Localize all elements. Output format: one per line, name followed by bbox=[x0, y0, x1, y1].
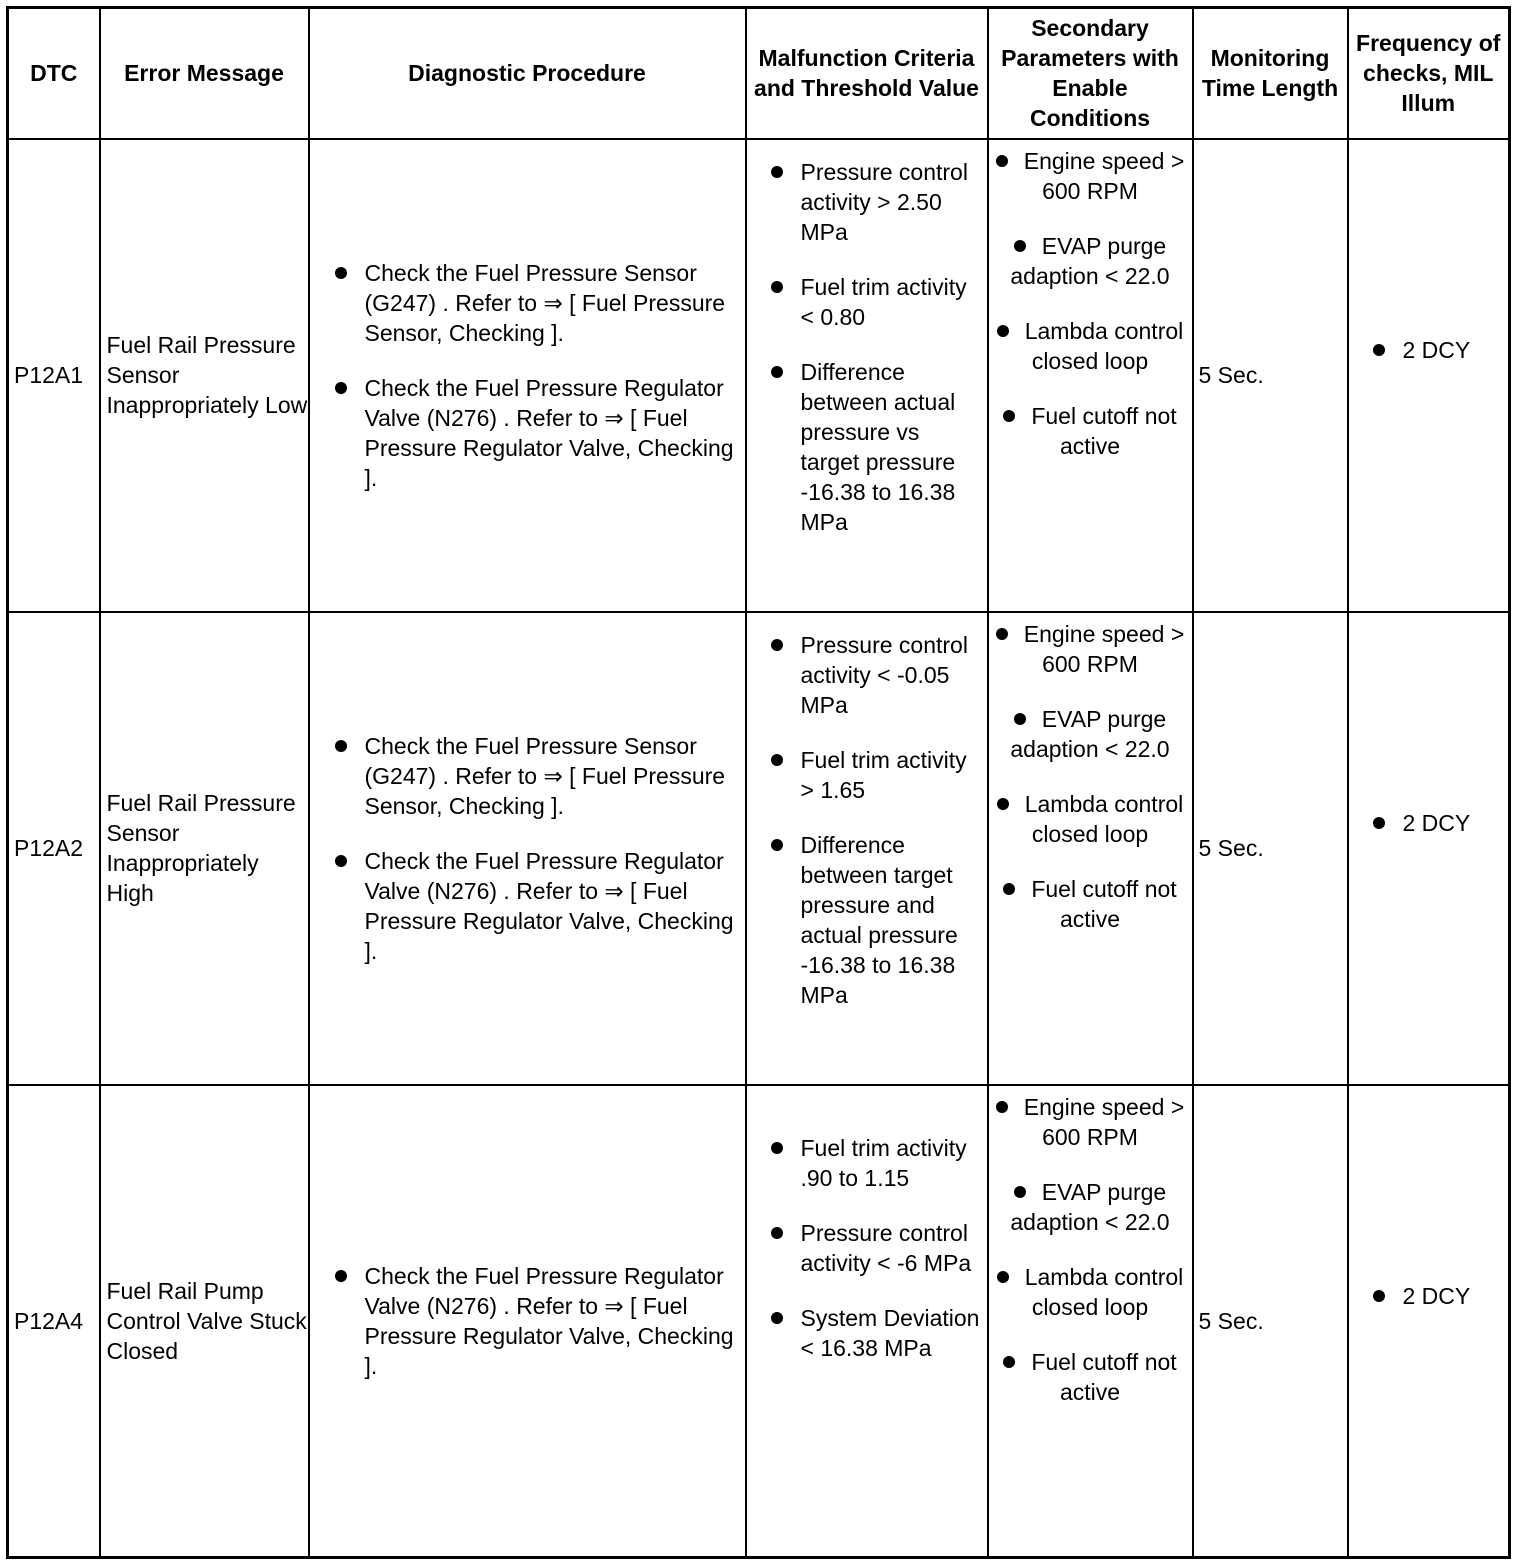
malfunction-item: Difference between actual pressure vs target pressure -16.38 to 16.38 MPa bbox=[801, 357, 983, 537]
monitoring-time: 5 Sec. bbox=[1193, 139, 1348, 612]
header-malfunction-criteria: Malfunction Criteria and Threshold Value bbox=[746, 8, 988, 139]
bullet-icon bbox=[997, 1271, 1009, 1283]
table-row bbox=[8, 139, 1510, 612]
malfunction-list bbox=[747, 157, 987, 537]
malfunction-item: Fuel trim activity > 1.65 bbox=[801, 745, 983, 805]
secondary-item: EVAP purge adaption < 22.0 bbox=[1010, 232, 1170, 289]
secondary-parameters bbox=[988, 1085, 1193, 1558]
header-row bbox=[8, 8, 1510, 139]
monitoring-time: 5 Sec. bbox=[1193, 612, 1348, 1085]
secondary-list bbox=[989, 140, 1192, 461]
frequency bbox=[1348, 139, 1510, 612]
procedure-step: Check the Fuel Pressure Regulator Valve (N276) . Refer to ⇒ [ Fuel Pressure Regulator Valve, Checking ]. bbox=[365, 373, 739, 493]
malfunction-item: Fuel trim activity .90 to 1.15 bbox=[801, 1133, 983, 1193]
malfunction-item: Difference between target pressure and actual pressure -16.38 to 16.38 MPa bbox=[801, 830, 983, 1010]
header-dtc: DTC bbox=[8, 8, 100, 139]
diagnostic-procedure bbox=[309, 139, 746, 612]
frequency-item: 2 DCY bbox=[1403, 808, 1509, 838]
malfunction-list bbox=[747, 1133, 987, 1363]
header-frequency: Frequency of checks, MIL Illum bbox=[1348, 8, 1510, 139]
malfunction-item: Fuel trim activity < 0.80 bbox=[801, 272, 983, 332]
dtc-code: P12A1 bbox=[8, 139, 100, 612]
header-error-message: Error Message bbox=[100, 8, 309, 139]
dtc-code: P12A2 bbox=[8, 612, 100, 1085]
bullet-icon bbox=[1003, 883, 1015, 895]
procedure-list bbox=[310, 1261, 745, 1381]
secondary-item: Lambda control closed loop bbox=[993, 1262, 1188, 1322]
frequency bbox=[1348, 612, 1510, 1085]
procedure-step: Check the Fuel Pressure Sensor (G247) . Refer to ⇒ [ Fuel Pressure Sensor, Checking ]. bbox=[365, 258, 739, 348]
bullet-icon bbox=[996, 1101, 1008, 1113]
malfunction-item: Pressure control activity < -0.05 MPa bbox=[801, 630, 983, 720]
bullet-icon bbox=[996, 628, 1008, 640]
frequency-item: 2 DCY bbox=[1403, 335, 1509, 365]
header-monitoring-time: Monitoring Time Length bbox=[1193, 8, 1348, 139]
malfunction-item: System Deviation < 16.38 MPa bbox=[801, 1303, 983, 1363]
secondary-list bbox=[989, 613, 1192, 934]
secondary-parameters bbox=[988, 612, 1193, 1085]
procedure-step: Check the Fuel Pressure Regulator Valve (N276) . Refer to ⇒ [ Fuel Pressure Regulator Valve, Checking ]. bbox=[365, 1261, 739, 1381]
frequency-item: 2 DCY bbox=[1403, 1281, 1509, 1311]
malfunction-list bbox=[747, 630, 987, 1010]
table-row bbox=[8, 612, 1510, 1085]
frequency bbox=[1348, 1085, 1510, 1558]
bullet-icon bbox=[1003, 1356, 1015, 1368]
dtc-code: P12A4 bbox=[8, 1085, 100, 1558]
header-diagnostic-procedure: Diagnostic Procedure bbox=[309, 8, 746, 139]
procedure-step: Check the Fuel Pressure Regulator Valve (N276) . Refer to ⇒ [ Fuel Pressure Regulator Valve, Checking ]. bbox=[365, 846, 739, 966]
malfunction-item: Pressure control activity < -6 MPa bbox=[801, 1218, 983, 1278]
secondary-item: Fuel cutoff not active bbox=[993, 874, 1188, 934]
error-message: Fuel Rail Pressure Sensor Inappropriately High bbox=[100, 612, 309, 1085]
secondary-item: Lambda control closed loop bbox=[993, 789, 1188, 849]
error-message: Fuel Rail Pump Control Valve Stuck Closed bbox=[100, 1085, 309, 1558]
malfunction-item: Pressure control activity > 2.50 MPa bbox=[801, 157, 983, 247]
secondary-item: EVAP purge adaption < 22.0 bbox=[1010, 705, 1170, 762]
bullet-icon bbox=[1014, 240, 1026, 252]
secondary-parameters bbox=[988, 139, 1193, 612]
bullet-icon bbox=[1003, 410, 1015, 422]
dtc-table bbox=[6, 6, 1511, 1559]
secondary-item: Lambda control closed loop bbox=[993, 316, 1188, 376]
diagnostic-procedure bbox=[309, 612, 746, 1085]
diagnostic-procedure bbox=[309, 1085, 746, 1558]
secondary-item: Fuel cutoff not active bbox=[993, 401, 1188, 461]
error-message: Fuel Rail Pressure Sensor Inappropriately Low bbox=[100, 139, 309, 612]
bullet-icon bbox=[1014, 1186, 1026, 1198]
malfunction-criteria bbox=[746, 1085, 988, 1558]
secondary-item: EVAP purge adaption < 22.0 bbox=[1010, 1178, 1170, 1235]
header-secondary-parameters: Secondary Parameters with Enable Conditions bbox=[988, 8, 1193, 139]
bullet-icon bbox=[996, 155, 1008, 167]
bullet-icon bbox=[997, 798, 1009, 810]
secondary-list bbox=[989, 1086, 1192, 1407]
secondary-item: Engine speed > 600 RPM bbox=[993, 146, 1188, 206]
monitoring-time: 5 Sec. bbox=[1193, 1085, 1348, 1558]
bullet-icon bbox=[1014, 713, 1026, 725]
bullet-icon bbox=[997, 325, 1009, 337]
procedure-list bbox=[310, 731, 745, 966]
procedure-list bbox=[310, 258, 745, 493]
secondary-item: Engine speed > 600 RPM bbox=[993, 619, 1188, 679]
table-row bbox=[8, 1085, 1510, 1558]
secondary-item: Engine speed > 600 RPM bbox=[993, 1092, 1188, 1152]
malfunction-criteria bbox=[746, 612, 988, 1085]
secondary-item: Fuel cutoff not active bbox=[993, 1347, 1188, 1407]
procedure-step: Check the Fuel Pressure Sensor (G247) . Refer to ⇒ [ Fuel Pressure Sensor, Checking ]. bbox=[365, 731, 739, 821]
malfunction-criteria bbox=[746, 139, 988, 612]
